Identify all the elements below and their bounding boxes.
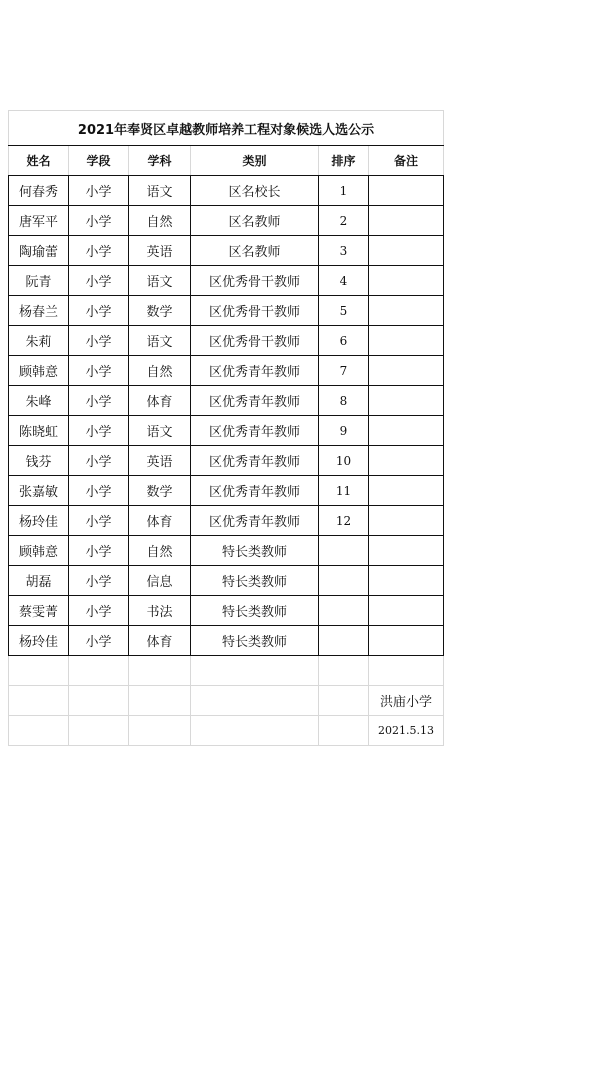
cell-rank: 3 xyxy=(319,236,369,266)
cell-name: 顾韩意 xyxy=(9,356,69,386)
cell-stage: 小学 xyxy=(69,386,129,416)
cell-name: 杨春兰 xyxy=(9,296,69,326)
cell-stage: 小学 xyxy=(69,236,129,266)
cell-stage: 小学 xyxy=(69,536,129,566)
cell-stage: 小学 xyxy=(69,566,129,596)
cell-rank: 8 xyxy=(319,386,369,416)
cell-category: 特长类教师 xyxy=(191,596,319,626)
cell-name: 蔡雯菁 xyxy=(9,596,69,626)
cell-remarks xyxy=(369,266,444,296)
table-row xyxy=(9,356,444,386)
cell-subject: 信息 xyxy=(129,566,191,596)
cell-remarks xyxy=(369,176,444,206)
cell-category: 区优秀骨干教师 xyxy=(191,266,319,296)
cell-stage: 小学 xyxy=(69,626,129,656)
table-row xyxy=(9,326,444,356)
cell-category: 特长类教师 xyxy=(191,536,319,566)
cell-stage: 小学 xyxy=(69,266,129,296)
cell-remarks xyxy=(369,536,444,566)
cell-remarks xyxy=(369,446,444,476)
cell-name: 唐军平 xyxy=(9,206,69,236)
cell-category: 区名教师 xyxy=(191,236,319,266)
cell-rank: 5 xyxy=(319,296,369,326)
table-row xyxy=(9,176,444,206)
cell-stage: 小学 xyxy=(69,206,129,236)
header-category: 类别 xyxy=(191,146,319,176)
cell-rank: 4 xyxy=(319,266,369,296)
cell-category: 区优秀青年教师 xyxy=(191,386,319,416)
cell-remarks xyxy=(369,206,444,236)
candidate-table xyxy=(8,110,444,746)
cell-remarks xyxy=(369,626,444,656)
cell-subject: 语文 xyxy=(129,266,191,296)
cell-name: 胡磊 xyxy=(9,566,69,596)
cell-category: 区优秀骨干教师 xyxy=(191,296,319,326)
cell-category: 特长类教师 xyxy=(191,566,319,596)
blank-row xyxy=(9,656,444,686)
cell-rank xyxy=(319,536,369,566)
cell-category: 区优秀青年教师 xyxy=(191,506,319,536)
cell-remarks xyxy=(369,506,444,536)
cell-category: 区优秀青年教师 xyxy=(191,416,319,446)
cell-category: 区优秀骨干教师 xyxy=(191,326,319,356)
table-row xyxy=(9,266,444,296)
school-row xyxy=(9,686,444,716)
cell-stage: 小学 xyxy=(69,326,129,356)
header-rank: 排序 xyxy=(319,146,369,176)
cell-rank xyxy=(319,566,369,596)
cell-category: 特长类教师 xyxy=(191,626,319,656)
table-row xyxy=(9,476,444,506)
publish-date: 2021.5.13 xyxy=(369,716,444,746)
cell-remarks xyxy=(369,296,444,326)
cell-name: 杨玲佳 xyxy=(9,626,69,656)
cell-rank xyxy=(319,626,369,656)
cell-name: 朱峰 xyxy=(9,386,69,416)
table-title: 2021年奉贤区卓越教师培养工程对象候选人选公示 xyxy=(9,111,444,146)
header-stage: 学段 xyxy=(69,146,129,176)
cell-name: 朱莉 xyxy=(9,326,69,356)
table-row xyxy=(9,506,444,536)
cell-subject: 英语 xyxy=(129,236,191,266)
cell-category: 区优秀青年教师 xyxy=(191,446,319,476)
cell-subject: 体育 xyxy=(129,506,191,536)
cell-stage: 小学 xyxy=(69,506,129,536)
table-row xyxy=(9,296,444,326)
cell-name: 顾韩意 xyxy=(9,536,69,566)
date-row xyxy=(9,716,444,746)
cell-stage: 小学 xyxy=(69,476,129,506)
spreadsheet xyxy=(8,110,443,746)
cell-remarks xyxy=(369,566,444,596)
cell-rank: 1 xyxy=(319,176,369,206)
cell-rank: 7 xyxy=(319,356,369,386)
table-row xyxy=(9,416,444,446)
cell-stage: 小学 xyxy=(69,356,129,386)
header-subject: 学科 xyxy=(129,146,191,176)
cell-stage: 小学 xyxy=(69,176,129,206)
title-row xyxy=(9,111,444,146)
cell-category: 区优秀青年教师 xyxy=(191,476,319,506)
cell-rank: 6 xyxy=(319,326,369,356)
cell-rank xyxy=(319,596,369,626)
cell-remarks xyxy=(369,416,444,446)
cell-subject: 数学 xyxy=(129,476,191,506)
table-row xyxy=(9,566,444,596)
table-row xyxy=(9,206,444,236)
cell-rank: 9 xyxy=(319,416,369,446)
header-name: 姓名 xyxy=(9,146,69,176)
cell-subject: 语文 xyxy=(129,176,191,206)
cell-category: 区名校长 xyxy=(191,176,319,206)
table-row xyxy=(9,386,444,416)
cell-rank: 10 xyxy=(319,446,369,476)
cell-name: 杨玲佳 xyxy=(9,506,69,536)
cell-remarks xyxy=(369,386,444,416)
cell-name: 陈晓虹 xyxy=(9,416,69,446)
cell-rank: 11 xyxy=(319,476,369,506)
cell-name: 张嘉敏 xyxy=(9,476,69,506)
cell-subject: 书法 xyxy=(129,596,191,626)
header-row xyxy=(9,146,444,176)
cell-subject: 自然 xyxy=(129,356,191,386)
cell-stage: 小学 xyxy=(69,446,129,476)
cell-subject: 体育 xyxy=(129,626,191,656)
cell-remarks xyxy=(369,326,444,356)
cell-subject: 自然 xyxy=(129,536,191,566)
school-name: 洪庙小学 xyxy=(369,686,444,716)
cell-name: 何春秀 xyxy=(9,176,69,206)
cell-category: 区名教师 xyxy=(191,206,319,236)
cell-stage: 小学 xyxy=(69,596,129,626)
cell-rank: 2 xyxy=(319,206,369,236)
table-row xyxy=(9,536,444,566)
table-row xyxy=(9,236,444,266)
table-row xyxy=(9,626,444,656)
cell-subject: 体育 xyxy=(129,386,191,416)
table-row xyxy=(9,446,444,476)
cell-stage: 小学 xyxy=(69,296,129,326)
cell-stage: 小学 xyxy=(69,416,129,446)
cell-subject: 语文 xyxy=(129,416,191,446)
cell-name: 钱芬 xyxy=(9,446,69,476)
header-remarks: 备注 xyxy=(369,146,444,176)
cell-remarks xyxy=(369,476,444,506)
cell-subject: 数学 xyxy=(129,296,191,326)
cell-remarks xyxy=(369,356,444,386)
cell-category: 区优秀青年教师 xyxy=(191,356,319,386)
cell-subject: 英语 xyxy=(129,446,191,476)
cell-remarks xyxy=(369,596,444,626)
cell-name: 陶瑜蕾 xyxy=(9,236,69,266)
cell-subject: 自然 xyxy=(129,206,191,236)
cell-rank: 12 xyxy=(319,506,369,536)
table-row xyxy=(9,596,444,626)
cell-subject: 语文 xyxy=(129,326,191,356)
cell-remarks xyxy=(369,236,444,266)
cell-name: 阮青 xyxy=(9,266,69,296)
